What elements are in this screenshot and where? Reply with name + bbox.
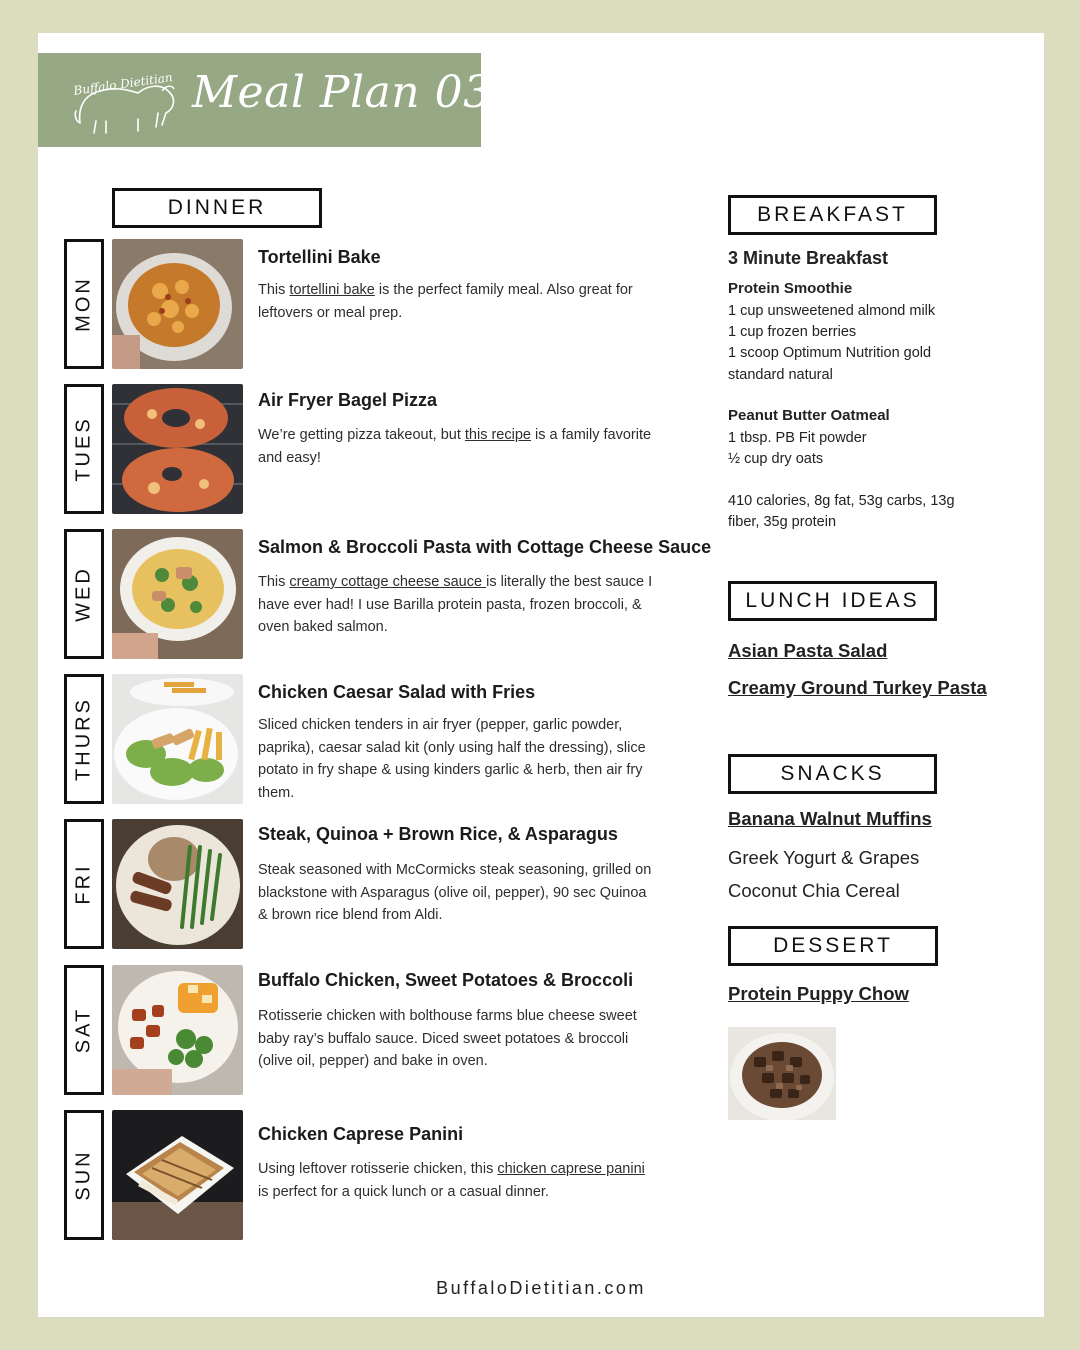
- description-text: is perfect for a quick lunch or a casual dinner.: [258, 1183, 549, 1200]
- meal-plan-sheet: [38, 33, 1044, 1317]
- meal-photo-mon: [112, 239, 243, 369]
- meal-description-wed: [258, 571, 658, 639]
- day-label-sun: [64, 1110, 104, 1240]
- ingredient: ½ cup dry oats: [728, 451, 824, 468]
- meal-title-fri: Steak, Quinoa + Brown Rice, & Asparagus: [258, 824, 618, 844]
- day-label-tues: [64, 384, 104, 514]
- lunch-link-creamy-turkey-pasta[interactable]: Creamy Ground Turkey Pasta: [728, 677, 987, 698]
- recipe-link[interactable]: chicken caprese panini: [497, 1161, 645, 1177]
- day-name: MON: [72, 276, 95, 332]
- meal-description-sat: [258, 1005, 658, 1073]
- meal-photo-sun: [112, 1110, 243, 1240]
- meal-description-sun: [258, 1158, 658, 1203]
- day-name: SUN: [72, 1149, 95, 1201]
- puppy-chow-photo: [728, 1027, 836, 1120]
- day-label-wed: [64, 529, 104, 659]
- meal-title-sun: Chicken Caprese Panini: [258, 1124, 464, 1144]
- nutrition-facts: [728, 491, 955, 533]
- nutrition-line: 410 calories, 8g fat, 53g carbs, 13g: [728, 493, 955, 509]
- meal-description-fri: [258, 859, 658, 927]
- ingredient: 1 cup frozen berries: [728, 324, 857, 341]
- description-text: Sliced chicken tenders in air fryer (pepper, garlic powder, paprika), caesar salad kit (only using half the dressing), slice potato in fry shape & using kinders garlic & herb, then air fry them.: [258, 717, 646, 801]
- meal-description-thurs: [258, 714, 658, 804]
- logo-script-text: Buffalo Dietitian: [72, 70, 174, 98]
- meal-description-tues: [258, 424, 658, 469]
- meal-title-tues: Air Fryer Bagel Pizza: [258, 390, 438, 410]
- snack-link-banana-walnut-muffins[interactable]: Banana Walnut Muffins: [728, 808, 932, 829]
- dinner-heading: DINNER: [112, 188, 322, 228]
- recipe-link[interactable]: this recipe: [464, 427, 531, 443]
- recipe-link[interactable]: tortellini bake: [289, 282, 375, 298]
- day-label-thurs: [64, 674, 104, 804]
- day-label-fri: [64, 819, 104, 949]
- meal-photo-thurs: [112, 674, 243, 804]
- meal-title-sat: Buffalo Chicken, Sweet Potatoes & Broccoli: [258, 970, 634, 990]
- footer-site[interactable]: BuffaloDietitian.com: [436, 1278, 646, 1298]
- description-text: This: [258, 282, 290, 298]
- oatmeal-ingredients: [728, 428, 867, 470]
- meal-photo-fri: [112, 819, 243, 949]
- day-label-sat: [64, 965, 104, 1095]
- snack-item: Coconut Chia Cereal: [728, 880, 900, 901]
- oatmeal-title: Peanut Butter Oatmeal: [728, 407, 890, 424]
- nutrition-line: fiber, 35g protein: [728, 514, 837, 531]
- meal-photo-sat: [112, 965, 243, 1095]
- breakfast-title: 3 Minute Breakfast: [728, 248, 889, 268]
- dessert-link-protein-puppy-chow[interactable]: Protein Puppy Chow: [728, 983, 909, 1004]
- recipe-link[interactable]: creamy cottage cheese sauce: [289, 574, 487, 590]
- description-text: We’re getting pizza takeout, but: [258, 427, 465, 443]
- smoothie-ingredients: [728, 301, 935, 386]
- description-text: Rotisserie chicken with bolthouse farms blue cheese sweet baby ray’s buffalo sauce. Diced sweet potatoes & broccoli (olive oil, pepper) and bake in oven.: [258, 1008, 637, 1069]
- meal-title-mon: Tortellini Bake: [258, 247, 381, 267]
- ingredient: 1 tbsp. PB Fit powder: [728, 430, 867, 446]
- breakfast-heading: BREAKFAST: [728, 195, 937, 235]
- ingredient: standard natural: [728, 366, 833, 383]
- day-name: WED: [72, 566, 95, 622]
- day-name: TUES: [72, 416, 95, 482]
- day-name: FRI: [72, 863, 95, 905]
- ingredient: 1 cup unsweetened almond milk: [728, 303, 936, 319]
- meal-photo-wed: [112, 529, 243, 659]
- meal-title-thurs: Chicken Caesar Salad with Fries: [258, 682, 536, 702]
- meal-title-wed: Salmon & Broccoli Pasta with Cottage Cheese Sauce: [258, 537, 712, 557]
- smoothie-title: Protein Smoothie: [728, 280, 853, 297]
- meal-description-mon: [258, 279, 658, 324]
- day-label-mon: [64, 239, 104, 369]
- page-title: Meal Plan 03: [192, 67, 492, 118]
- description-text: is a family favorite and easy!: [258, 427, 652, 466]
- snacks-heading: SNACKS: [728, 754, 937, 794]
- header-banner: [38, 53, 492, 147]
- snack-item: Greek Yogurt & Grapes: [728, 847, 920, 868]
- description-text: is literally the best sauce I have ever had! I use Barilla protein pasta, frozen broccoli, & oven baked salmon.: [258, 574, 653, 635]
- lunch-heading: LUNCH IDEAS: [728, 581, 937, 621]
- ingredient: 1 scoop Optimum Nutrition gold: [728, 345, 932, 362]
- dessert-heading: DESSERT: [728, 926, 938, 966]
- lunch-link-asian-pasta-salad[interactable]: Asian Pasta Salad: [728, 640, 888, 661]
- day-name: THURS: [72, 697, 95, 781]
- description-text: is the perfect family meal. Also great for leftovers or meal prep.: [258, 282, 633, 321]
- meal-photo-tues: [112, 384, 243, 514]
- description-text: This: [258, 574, 290, 590]
- day-name: SAT: [72, 1006, 95, 1054]
- buffalo-logo[interactable]: [62, 63, 184, 139]
- description-text: Steak seasoned with McCormicks steak seasoning, grilled on blackstone with Asparagus (olive oil, pepper), 90 sec Quinoa & brown rice blend from Aldi.: [258, 862, 652, 923]
- description-text: Using leftover rotisserie chicken, this: [258, 1161, 498, 1177]
